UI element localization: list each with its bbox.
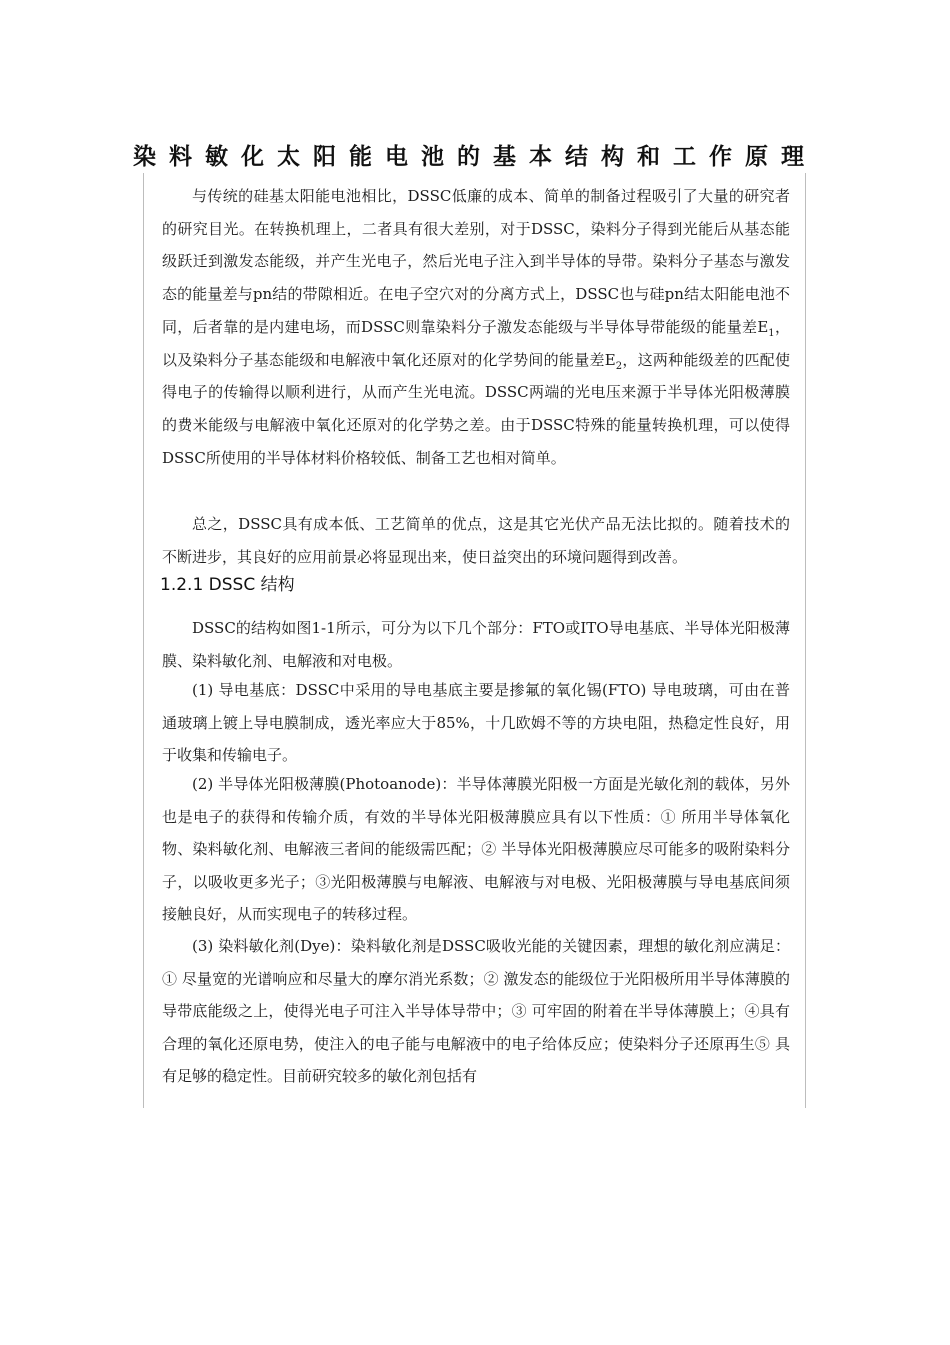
paragraph-intro-text-a: 与传统的硅基太阳能电池相比，DSSC低廉的成本、简单的制备过程吸引了大量的研究者的研究目光。在转换机理上，二者具有很大差别，对于DSSC，染料分子得到光能后从基态能级跃迁到激发态能级，并产生光电子，然后光电子注入到半导体的导带。染料分子基态与激发态的能量差与pn结的带隙相近。在电子空穴对的分离方式上，DSSC也与硅pn结太阳能电池不同，后者靠的是内建电场，而DSSC则靠染料分子激发态能级与半导体导带能级的能量差E (162, 187, 790, 336)
document-title: 染料敏化太阳能电池的基本结构和工作原理 (133, 143, 817, 171)
paragraph-conductive-substrate: (1) 导电基底：DSSC中采用的导电基底主要是掺氟的氧化锡(FTO) 导电玻璃，可由在普通玻璃上镀上导电膜制成，透光率应大于85%，十几欧姆不等的方块电阻，热稳定性良好，用于收集和传输电子。 (162, 681, 790, 764)
paragraph-intro (162, 180, 790, 474)
paragraph-dye: (3) 染料敏化剂(Dye)：染料敏化剂是DSSC吸收光能的关键因素，理想的敏化剂应满足：① 尽量宽的光谱响应和尽量大的摩尔消光系数；② 激发态的能级位于光阳极所用半导体薄膜的导带底能级之上，使得光电子可注入半导体导带中；③ 可牢固的附着在半导体薄膜上；④具有合理的氧化还原电势，使注入的电子能与电解液中的电子给体反应；使染料分子还原再生⑤ 具有足够的稳定性。目前研究较多的敏化剂包括有 (162, 937, 790, 1085)
paragraph-photoanode: (2) 半导体光阳极薄膜(Photoanode)：半导体薄膜光阳极一方面是光敏化剂的载体，另外也是电子的获得和传输介质，有效的半导体光阳极薄膜应具有以下性质：① 所用半导体氧化物、染料敏化剂、电解液三者间的能级需匹配；② 半导体光阳极薄膜应尽可能多的吸附染料分子，以吸收更多光子；③光阳极薄膜与电解液、电解液与对电极、光阳极薄膜与导电基底间须接触良好，从而实现电子的转移过程。 (162, 775, 790, 923)
paragraph-intro-text-c: ，这两种能级差的匹配使得电子的传输得以顺利进行，从而产生光电流。DSSC两端的光电压来源于半导体光阳极薄膜的费米能级与电解液中氧化还原对的化学势之差。由于DSSC特殊的能量转换机理，可以使得DSSC所使用的半导体材料价格较低、制备工艺也相对简单。 (162, 350, 790, 467)
paragraph-intro-text-b: ，以及染料分子基态能级和电解液中氧化还原对的化学势间的能量差E (162, 317, 790, 369)
paragraph-summary: 总之，DSSC具有成本低、工艺简单的优点，这是其它光伏产品无法比拟的。随着技术的不断进步，其良好的应用前景必将显现出来，使日益突出的环境问题得到改善。 (162, 515, 790, 566)
subscript-2: 2 (615, 360, 623, 372)
subscript-1: 1 (768, 327, 775, 339)
section-heading: 1.2.1 DSSC 结构 (160, 575, 295, 595)
paragraph-structure-overview: DSSC的结构如图1-1所示，可分为以下几个部分：FTO或ITO导电基底、半导体光阳极薄膜、染料敏化剂、电解液和对电极。 (162, 619, 790, 670)
